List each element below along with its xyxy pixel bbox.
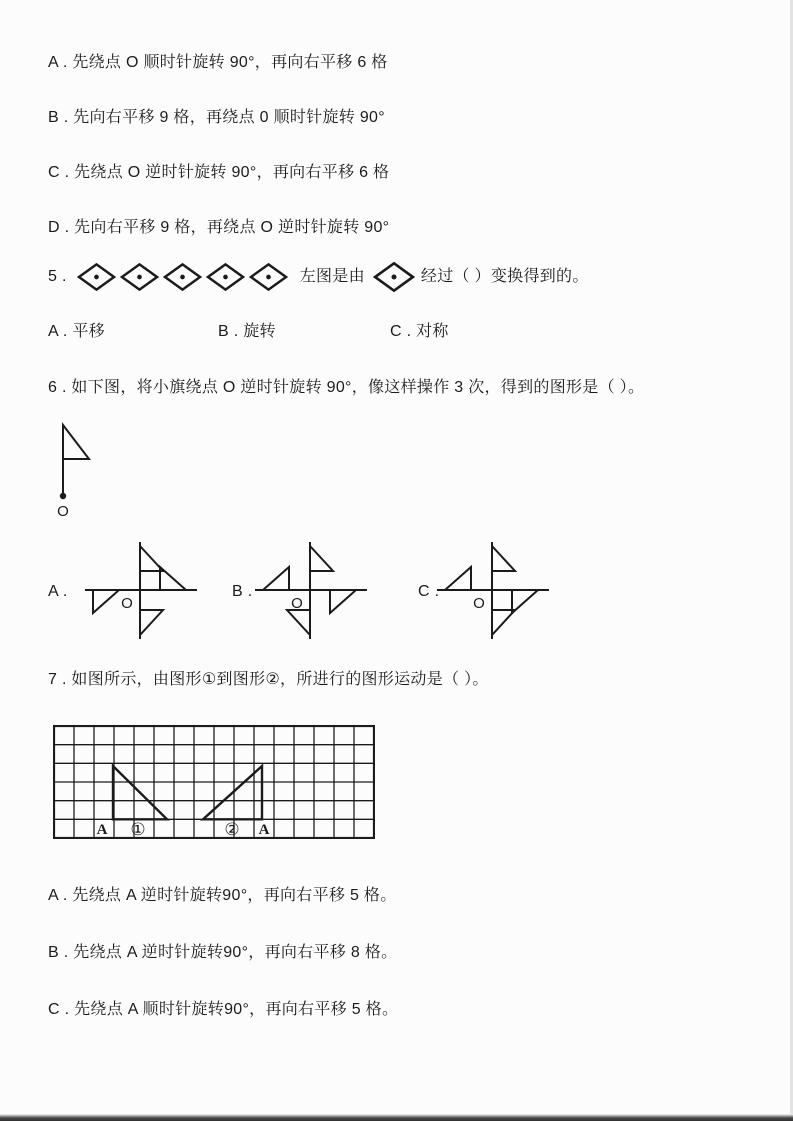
diamond-icon [163,262,202,292]
flag-pivot-label: O [57,503,69,520]
triangle-2 [203,766,262,819]
q5-option-b: B . 旋转 [218,323,276,340]
pinwheel-a-pivot-label: O [121,595,133,612]
q4-option-b: B . 先向右平移 9 格，再绕点 0 顺时针旋转 90° [48,109,385,126]
q6-option-c-label: C . [418,583,440,600]
q6-option-a-label: A . [48,583,68,600]
pinwheel-b-figure [250,538,375,650]
grid-label-fig1: ① [130,820,146,839]
grid-label-a1: A [96,822,108,838]
pinwheel-c-figure [432,538,557,650]
q4-option-d: D . 先向右平移 9 格，再绕点 O 逆时针旋转 90° [48,219,390,236]
flag-figure [46,416,116,522]
q5-number: 5 . [48,268,67,285]
q7-stem: 7 . 如图所示，由图形①到图形②，所进行的图形运动是（ ）。 [48,671,489,688]
diamond-icon [206,262,245,292]
triangle-1 [113,766,167,819]
diamond-icon [373,261,415,293]
q4-option-a: A . 先绕点 O 顺时针旋转 90°，再向右平移 6 格 [48,54,388,71]
diamond-icon [120,262,159,292]
pinwheel-b-pivot-label: O [291,595,303,612]
pinwheel-c-pivot-label: O [473,595,485,612]
grid-label-fig2: ② [224,820,240,839]
diamond-icon [77,262,116,292]
q5-option-c: C . 对称 [390,323,449,340]
q7-option-c: C . 先绕点 A 顺时针旋转90°，再向右平移 5 格。 [48,1001,399,1018]
q5-stem-mid: 左图是由 [299,268,365,285]
q6-stem: 6 . 如下图，将小旗绕点 O 逆时针旋转 90°，像这样操作 3 次，得到的图形是（ ）。 [48,379,645,396]
q5-option-a: A . 平移 [48,323,105,340]
q4-option-c: C . 先绕点 O 逆时针旋转 90°，再向右平移 6 格 [48,164,390,181]
q5-stem-end: 经过（ ）变换得到的。 [420,268,589,285]
scan-edge-bottom [0,1114,793,1121]
grid-label-a2: A [258,822,270,838]
q6-option-b-label: B . [232,583,253,600]
q7-option-b: B . 先绕点 A 逆时针旋转90°，再向右平移 8 格。 [48,944,398,961]
q7-option-a: A . 先绕点 A 逆时针旋转90°，再向右平移 5 格。 [48,887,397,904]
grid-figure [53,725,375,839]
pinwheel-a-figure [80,538,205,650]
q5-stem-row [48,258,589,296]
diamond-icon [249,262,288,292]
